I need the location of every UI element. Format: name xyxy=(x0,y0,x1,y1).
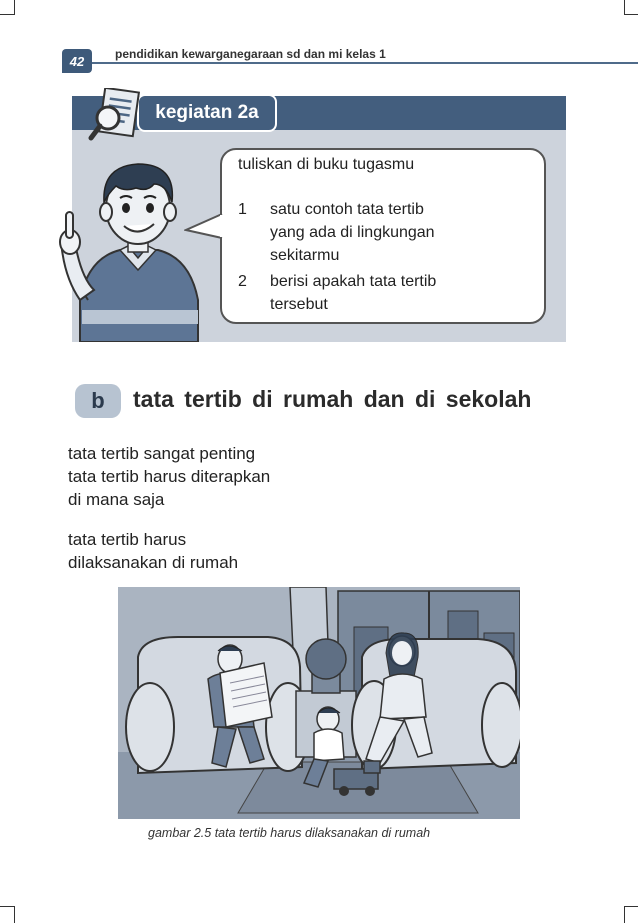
task-line: sekitarmu xyxy=(270,247,340,264)
task-item-1 xyxy=(238,198,500,267)
crop-mark-top-right xyxy=(624,0,638,15)
task-line: berisi apakah tata tertib xyxy=(270,273,437,290)
crop-mark-bottom-right xyxy=(624,906,638,923)
header-rule xyxy=(62,62,638,64)
activity-tab-label: kegiatan 2a xyxy=(155,102,259,123)
paragraph-line: di mana saja xyxy=(68,490,165,509)
speech-bubble-tail xyxy=(184,212,224,242)
body-paragraph-2 xyxy=(68,528,238,574)
task-item-2 xyxy=(238,270,500,316)
paragraph-line: tata tertib sangat penting xyxy=(68,444,256,463)
task-line: yang ada di lingkungan xyxy=(270,224,435,241)
paragraph-line: dilaksanakan di rumah xyxy=(68,553,239,572)
task-number: 1 xyxy=(238,201,247,218)
running-head: pendidikan kewarganegaraan sd dan mi kelas 1 xyxy=(115,47,386,61)
body-paragraph-1 xyxy=(68,442,270,511)
activity-tab xyxy=(137,94,277,132)
crop-mark-top-left xyxy=(0,0,15,15)
section-title: tata tertib di rumah dan di sekolah xyxy=(133,386,532,412)
document-magnifier-icon xyxy=(88,88,146,146)
task-number: 2 xyxy=(238,273,247,290)
paragraph-line: tata tertib harus diterapkan xyxy=(68,467,271,486)
boy-illustration xyxy=(58,150,208,342)
page-number-badge: 42 xyxy=(62,49,92,73)
activity-instruction: tuliskan di buku tugasmu xyxy=(238,156,415,173)
crop-mark-bottom-left xyxy=(0,906,15,923)
family-living-room-illustration xyxy=(118,587,520,819)
figure-caption: gambar 2.5 tata tertib harus dilaksanakan di rumah xyxy=(148,826,431,840)
task-line: satu contoh tata tertib xyxy=(270,201,424,218)
section-letter-badge: b xyxy=(75,384,121,418)
paragraph-line: tata tertib harus xyxy=(68,530,187,549)
task-line: tersebut xyxy=(270,296,328,313)
